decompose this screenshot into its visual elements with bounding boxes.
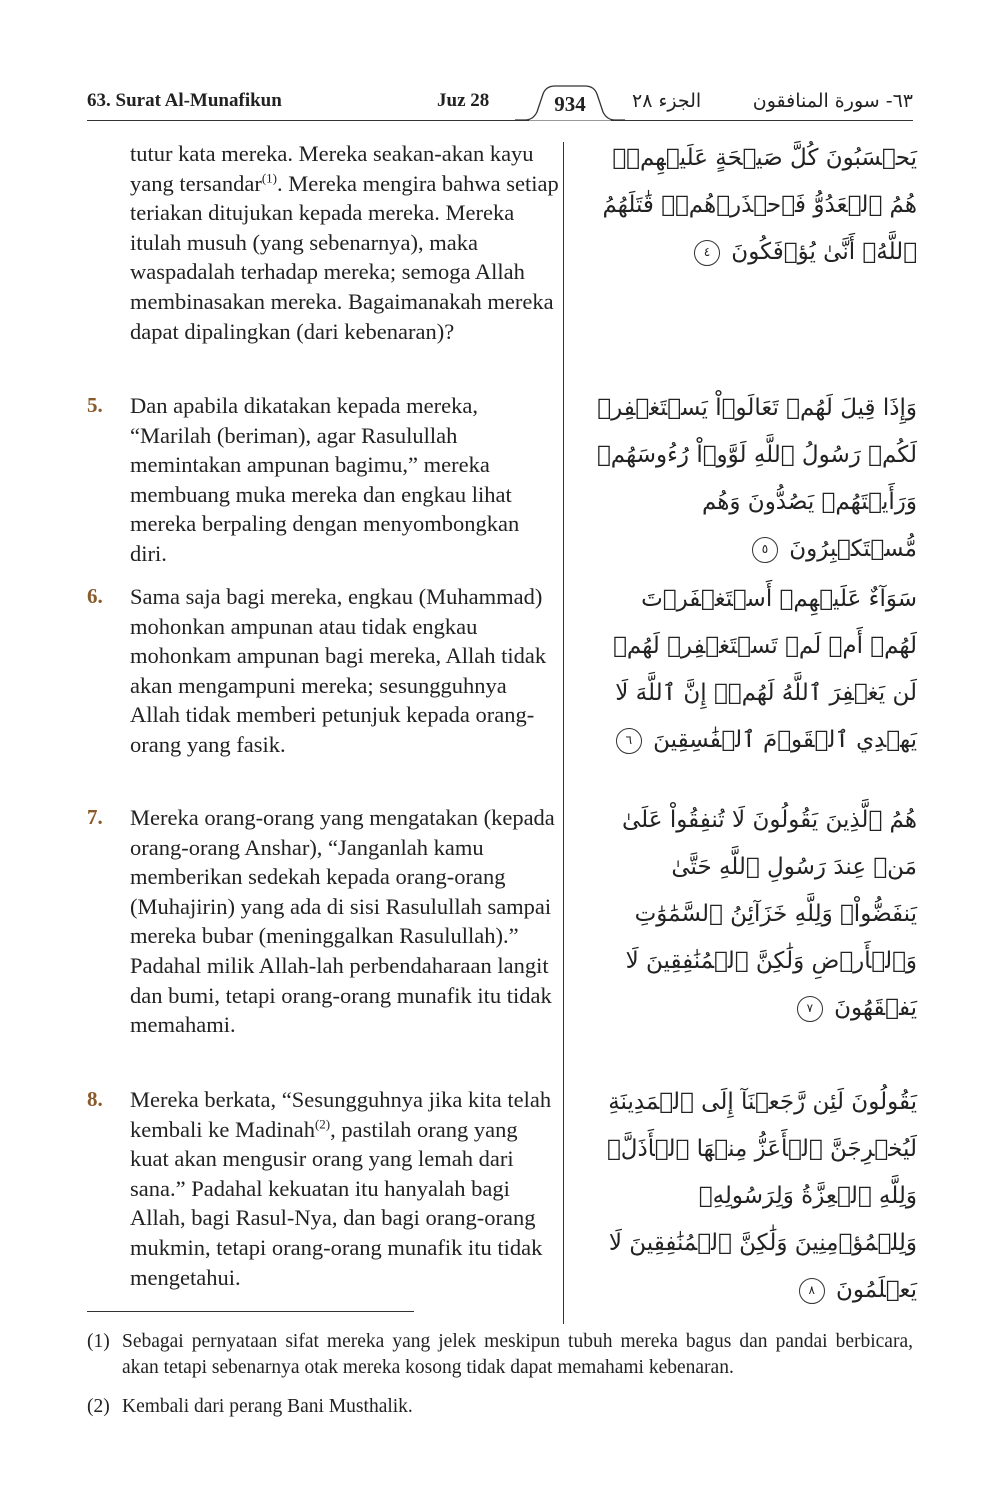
footnote-text: Kembali dari perang Bani Musthalik.	[122, 1396, 413, 1417]
verse-translation: Mereka berkata, “Sesungguhnya jika kita telah kembali ke Madinah$^{(2)}$, pastilah orang yang kuat akan mengusir orang yang lemah dari sana.” Padahal kekuatan itu hanyalah bagi Allah, bagi Rasul-Nya, dan bagi orang-orang mukmin, tetapi orang-orang munafik itu tidak mengetahui.	[130, 1087, 552, 1290]
footnote-mark: (1)	[87, 1331, 110, 1352]
ayah-end-marker: ٥	[752, 537, 778, 563]
header-rule	[87, 120, 913, 121]
verse-arabic: يَحۡسَبُونَ كُلَّ صَيۡحَةٍ عَلَيۡهِمۡۚ هُمُ ٱلۡعَدُوُّ فَٱحۡذَرۡهُمۡۚ قَٰتَلَهُمُ ٱللَّهُۖ أَنَّىٰ يُؤۡفَكُونَ ٤	[602, 145, 917, 265]
footnote-mark: (2)	[87, 1396, 110, 1417]
verse-translation: Sama saja bagi mereka, engkau (Muhammad) mohonkan ampunan atau tidak engkau mohonkam ampunan bagi mereka, Allah tidak akan mengampuni mereka; sesungguhnya Allah tidak memberi petunjuk kepada orang-orang yang fasik.	[130, 584, 547, 757]
footnote-text: Sebagai pernyataan sifat mereka yang jelek meskipun tubuh mereka bagus dan pandai berbicara, akan tetapi sebenarnya otak mereka kosong tidak dapat memahami kebenaran.	[122, 1331, 913, 1378]
juz-label-arabic: الجزء ٢٨	[632, 90, 702, 112]
page-header	[87, 84, 913, 124]
verse-translation: Mereka orang-orang yang mengatakan (kepada orang-orang Anshar), “Janganlah kamu memberikan sedekah kepada orang-orang (Muhajirin) yang ada di sisi Rasulullah sampai mereka bubar (meninggalkan Rasulullah).” Padahal milik Allah-lah perbendaharaan langit dan bumi, tetapi orang-orang munafik itu tidak memahami.	[130, 805, 555, 1038]
surah-title-arabic: ٦٣- سورة المنافقون	[752, 90, 913, 112]
verse-arabic: هُمُ ٱلَّذِينَ يَقُولُونَ لَا تُنفِقُواْ عَلَىٰ مَنۡ عِندَ رَسُولِ ٱللَّهِ حَتَّىٰ يَنفَضُّواْۗ وَلِلَّهِ خَزَآئِنُ ٱلسَّمَٰوَٰتِ وَٱلۡأَرۡضِ وَلَٰكِنَّ ٱلۡمُنَٰفِقِينَ لَا يَفۡقَهُونَ ٧	[622, 807, 917, 1021]
verse-arabic: وَإِذَا قِيلَ لَهُمۡ تَعَالَوۡاْ يَسۡتَغۡفِرۡ لَكُمۡ رَسُولُ ٱللَّهِ لَوَّوۡاْ رُءُوسَهُمۡ وَرَأَيۡتَهُمۡ يَصُدُّونَ وَهُم مُّسۡتَكۡبِرُونَ ٥	[597, 395, 917, 562]
footnote-ref: (1)	[261, 170, 277, 186]
footnote-rule	[87, 1311, 414, 1312]
verse-number: 8.	[87, 1087, 103, 1111]
surah-title-latin: 63. Surat Al-Munafikun	[87, 90, 282, 111]
ayah-end-marker: ٤	[694, 240, 720, 266]
ayah-end-marker: ٧	[797, 996, 823, 1022]
page-number: 934	[554, 92, 586, 116]
ayah-end-marker: ٨	[799, 1278, 825, 1304]
verse-number: 6.	[87, 584, 103, 608]
ayah-end-marker: ٦	[616, 728, 642, 754]
verse-number: 5.	[87, 393, 103, 417]
verse-arabic: يَقُولُونَ لَئِن رَّجَعۡنَآ إِلَى ٱلۡمَدِينَةِ لَيُخۡرِجَنَّ ٱلۡأَعَزُّ مِنۡهَا ٱلۡأَذَلَّۚ وَلِلَّهِ ٱلۡعِزَّةُ وَلِرَسُولِهِۦ وَلِلۡمُؤۡمِنِينَ وَلَٰكِنَّ ٱلۡمُنَٰفِقِينَ لَا يَعۡلَمُونَ ٨	[606, 1089, 917, 1303]
verse-arabic: سَوَآءٌ عَلَيۡهِمۡ أَسۡتَغۡفَرۡتَ لَهُمۡ أَمۡ لَمۡ تَسۡتَغۡفِرۡ لَهُمۡ لَن يَغۡفِرَ ٱللَّهُ لَهُمۡۚ إِنَّ ٱللَّهَ لَا يَهۡدِي ٱلۡقَوۡمَ ٱلۡفَٰسِقِينَ ٦	[613, 586, 917, 753]
footnote	[87, 1394, 913, 1420]
verse-translation: Dan apabila dikatakan kepada mereka, “Marilah (beriman), agar Rasulullah memintakan ampunan bagimu,” mereka membuang muka mereka dan engkau lihat mereka berpaling dengan menyombongkan diri.	[130, 393, 520, 566]
footnote-ref: (2)	[314, 1116, 331, 1132]
juz-label-latin: Juz 28	[437, 90, 490, 111]
footnote	[87, 1329, 913, 1381]
verse-number: 7.	[87, 805, 103, 829]
verse-translation: tutur kata mereka. Mereka seakan-akan kayu yang tersandar$^{(1)}$. Mereka mengira bahwa setiap teriakan ditujukan kepada mereka. Mereka itulah musuh (yang sebenarnya), maka waspadalah terhadap mereka; semoga Allah membinasakan mereka. Bagaimanakah mereka dapat dipalingkan (dari kebenaran)?	[130, 141, 559, 344]
column-divider	[563, 142, 564, 1324]
